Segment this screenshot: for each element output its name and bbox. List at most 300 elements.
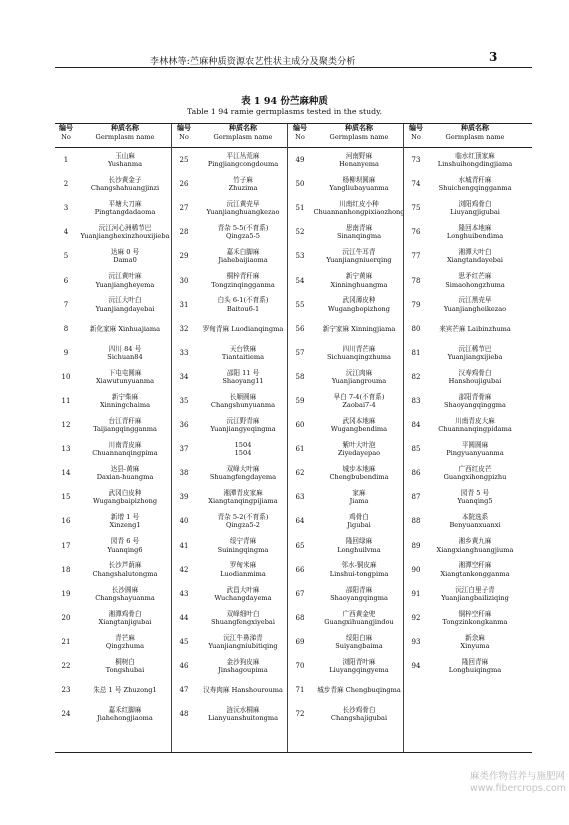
germplasm-name [311,686,407,694]
table-column [405,148,523,678]
germplasm-name-pinyin: Sichuan84 [107,352,143,361]
table-row [289,654,407,678]
germplasm-name [195,441,291,457]
table-row [289,196,407,220]
germplasm-name-line: 临水红顶家麻 [455,151,495,160]
header-no [55,124,77,148]
germplasm-number: 81 [411,348,421,357]
germplasm-number: 49 [295,156,305,165]
germplasm-name [311,610,407,626]
germplasm-name-pinyin: Xinzeng1 [109,521,141,530]
germplasm-number: 70 [295,662,305,671]
germplasm-number: 77 [411,252,421,261]
germplasm-number: 36 [179,421,189,430]
table-row [405,293,523,317]
germplasm-name-line: 广西黄金兜 [342,609,376,618]
table-column [55,148,173,726]
germplasm-name-pinyin: Baitou6-1 [226,304,260,313]
germplasm-name-pinyin: Benyuanxuanxi [449,521,501,530]
germplasm-number: 91 [411,589,421,598]
table-row [55,317,173,341]
germplasm-name-line: 新宁柴麻 [111,392,139,401]
germplasm-name-line: 武昌大叶麻 [226,585,260,594]
germplasm-name [77,686,173,694]
table-row [289,485,407,509]
germplasm-name-pinyin: Qingza5-5 [225,232,260,241]
table-row [289,341,407,365]
column-divider [403,124,404,752]
germplasm-name [311,224,407,240]
germplasm-name-pinyin: Jinshagoupima [218,666,268,675]
germplasm-name [195,393,291,409]
germplasm-name-pinyin: Shaoyangqingma [330,593,388,602]
watermark [470,768,569,794]
germplasm-number: 84 [411,421,421,430]
germplasm-name-line: 桐梓青秆麻 [226,272,260,281]
germplasm-name-line: 长沙鸡骨白 [342,706,376,714]
table-row [55,558,173,582]
germplasm-name-line: 新增 1 号 [110,513,140,522]
germplasm-name-line: 水城青秆麻 [458,175,492,184]
germplasm-name [195,325,291,333]
germplasm-name-line: 达麻 0 号 [110,248,140,257]
germplasm-name-pinyin: Shuangfengdayema [209,473,277,482]
table-row [289,317,407,341]
germplasm-number: 51 [295,204,305,213]
germplasm-name [427,176,523,192]
germplasm-name-pinyin: Yuanjiangxijieba [447,352,503,361]
germplasm-name-line: 思南青麻 [345,224,373,233]
germplasm-name-line: 桐树白 [115,657,135,666]
table-row [55,172,173,196]
germplasm-number: 2 [63,180,69,189]
germplasm-name [195,561,291,577]
germplasm-number: 3 [63,204,69,213]
germplasm-number: 85 [411,445,421,454]
germplasm-number: 39 [179,493,189,502]
germplasm-name-pinyin: Yuanjiangniuerqing [326,256,392,265]
germplasm-number: 13 [61,445,71,454]
table-row [55,293,173,317]
germplasm-name-line: 杨柳坝圆麻 [342,175,376,184]
germplasm-name-pinyin: Chuannanhongpixiaozhong [313,208,405,217]
germplasm-number: 59 [295,396,305,405]
germplasm-name [427,393,523,409]
table-column [289,148,407,726]
germplasm-number: 88 [411,517,421,526]
table-row [289,220,407,244]
germplasm-name [77,176,173,192]
germplasm-name [195,610,291,626]
germplasm-name-line: 双峰大叶麻 [226,465,260,474]
table-row [173,220,291,244]
table-row [55,437,173,461]
header-no [405,124,427,148]
table-row [173,268,291,292]
germplasm-name-pinyin: 1504 [234,449,252,458]
table-row [405,317,523,341]
germplasm-number: 54 [295,276,305,285]
header-name-cn: 种质名称 [461,123,489,132]
germplasm-name-line: 浏阳鸡骨白 [458,200,492,209]
germplasm-name [427,441,523,457]
germplasm-name-line: 湘潭鸡骨白 [108,609,142,618]
germplasm-number: 27 [179,204,189,213]
table-row [405,244,523,268]
germplasm-name-pinyin: Luodianmima [220,569,266,578]
germplasm-name-pinyin: Guangxihuangjindou [324,617,394,626]
table-row [289,293,407,317]
germplasm-name [77,393,173,409]
germplasm-name-line: 下屯屯圆麻 [108,368,142,377]
running-header [0,0,569,67]
germplasm-number: 20 [61,613,71,622]
germplasm-name-pinyin: Yuanjiangheikezao [443,304,507,313]
germplasm-name-line: 金沙狗皮麻 [226,657,260,666]
germplasm-name [311,345,407,361]
germplasm-number: 5 [63,252,69,261]
germplasm-number: 33 [179,348,189,357]
germplasm-name-line: 隆回绿麻 [345,537,373,546]
germplasm-name [195,417,291,433]
table-row [55,509,173,533]
germplasm-number: 82 [411,372,421,381]
header-germplasm-name [311,124,407,148]
header-name-cn: 种质名称 [111,123,139,132]
table-caption-cn: 表 1 94 份苎麻种质 [241,96,328,107]
header-germplasm-name [77,124,173,148]
germplasm-name-line: 四川 84 号 [108,344,142,353]
germplasm-name-line: 青杂 5-5(不育系) [217,224,269,233]
table-row [55,630,173,654]
germplasm-name-pinyin: Xiangtanqingpijiama [208,497,278,506]
table-row [55,389,173,413]
germplasm-name-pinyin: Liuyangjigubai [450,208,500,217]
table-row [405,582,523,606]
germplasm-number: 7 [63,300,69,309]
table-row [405,606,523,630]
germplasm-name-pinyin: Pingtangdadaoma [94,208,156,217]
germplasm-number: 30 [179,276,189,285]
germplasm-number: 23 [61,686,71,695]
germplasm-name-pinyin: Wugangbendima [330,425,388,434]
germplasm-name-line: 沅江稀节巴 [458,344,492,353]
germplasm-name-pinyin: Daxian-huangma [96,473,154,482]
table-row [289,172,407,196]
germplasm-name [427,561,523,577]
table-row [289,365,407,389]
germplasm-name-line: 新化家麻 Xinhuajiama [89,324,161,333]
table-row [55,220,173,244]
germplasm-name-pinyin: Tongshubai [105,666,145,675]
germplasm-name-line: 沅江大叶白 [108,296,142,305]
germplasm-name-line: 罗甸青麻 Luodianqingma [202,324,284,333]
germplasm-number: 42 [179,565,189,574]
table-row [405,413,523,437]
table-row [405,389,523,413]
germplasm-name-pinyin: Xinninghuangma [330,280,388,289]
germplasm-name [77,248,173,264]
table-row [289,509,407,533]
germplasm-name [427,465,523,481]
page-number: 3 [489,50,498,64]
germplasm-number: 8 [63,324,69,333]
table-row [289,702,407,726]
germplasm-number: 56 [295,324,305,333]
germplasm-name-line: 隆回本地麻 [458,224,492,233]
column-divider [171,124,172,752]
germplasm-name-pinyin: Changshajigubai [330,714,388,723]
germplasm-name-line: 铜梓空秆麻 [458,609,492,618]
germplasm-name [195,272,291,288]
germplasm-name-line: 汉寿鸡骨白 [458,368,492,377]
table-row [55,244,173,268]
germplasm-name [311,706,407,722]
germplasm-name-pinyin: Changshalutongma [92,569,158,578]
table-row [173,485,291,509]
germplasm-name-line: 绥宁青麻 [229,537,257,546]
table-row [173,437,291,461]
germplasm-number: 75 [411,204,421,213]
germplasm-name-line: 竹子麻 [233,175,253,184]
table-row [173,678,291,702]
germplasm-name-pinyin: Yuanqing5 [457,497,493,506]
table-row [55,678,173,702]
germplasm-name-line: 四川青芒麻 [342,344,376,353]
germplasm-name-pinyin: Yuanjiangyeqingma [210,425,276,434]
germplasm-name [195,537,291,553]
germplasm-name [77,200,173,216]
table-row [173,389,291,413]
germplasm-number: 72 [295,710,305,719]
germplasm-name-line: 家麻 [352,489,366,498]
germplasm-name [427,610,523,626]
table-row [55,534,173,558]
germplasm-name-line: 长沙黄金子 [108,175,142,184]
germplasm-number: 25 [179,156,189,165]
header-no-en: No [61,132,71,141]
table-row [289,678,407,702]
germplasm-name [77,706,173,722]
germplasm-name [311,634,407,650]
germplasm-name [195,224,291,240]
germplasm-name [311,176,407,192]
germplasm-name-pinyin: Yushanma [107,160,143,169]
germplasm-name-line: 平圆圆麻 [461,440,489,449]
germplasm-name [427,272,523,288]
germplasm-name-line: 长沙芦荫麻 [108,561,142,570]
germplasm-number: 11 [61,396,71,405]
germplasm-name [311,325,407,333]
germplasm-name [311,489,407,505]
germplasm-name-line: 邵阳青麻 [345,585,373,594]
germplasm-number: 79 [411,300,421,309]
table-row [55,606,173,630]
table-row [55,268,173,292]
germplasm-number: 78 [411,276,421,285]
germplasm-number: 10 [61,372,71,381]
germplasm-number: 62 [295,469,305,478]
germplasm-name [77,537,173,553]
germplasm-number: 46 [179,662,189,671]
table-row [289,606,407,630]
table-row [289,558,407,582]
germplasm-number: 14 [61,469,71,478]
germplasm-name-line: 沅江黄叶麻 [108,272,142,281]
germplasm-name [427,513,523,529]
germplasm-number: 90 [411,565,421,574]
germplasm-name [77,658,173,674]
header-name-en: Germplasm name [95,132,155,141]
germplasm-number: 61 [295,445,305,454]
germplasm-name-pinyin: Dama0 [113,256,137,265]
germplasm-name-line: 武冈白皮种 [108,489,142,498]
germplasm-name [77,489,173,505]
germplasm-name-pinyin: Yuanjiangrouma [331,376,387,385]
germplasm-number: 47 [179,686,189,695]
germplasm-name [311,272,407,288]
germplasm-number: 66 [295,565,305,574]
table-row [173,172,291,196]
germplasm-name-pinyin: Changshayuanma [95,593,155,602]
germplasm-name [77,586,173,602]
table-row [289,413,407,437]
germplasm-name-line: 青杂 5-2(不育系) [217,513,269,522]
table-caption-en: Table 1 94 ramie germplasms tested in the study. [187,107,382,116]
germplasm-number: 68 [295,613,305,622]
germplasm-name-pinyin: Lianyuanshuitongma [207,714,279,723]
germplasm-name-line: 罗甸米麻 [229,561,257,570]
table-row [173,630,291,654]
germplasm-number: 21 [61,637,71,646]
table-row [405,365,523,389]
germplasm-name [427,248,523,264]
germplasm-name-line: 沅江牛耳青 [342,248,376,257]
germplasm-name-line: 青芒麻 [115,633,135,642]
germplasm-number: 60 [295,421,305,430]
germplasm-number: 19 [61,589,71,598]
table-row [405,461,523,485]
germplasm-name-pinyin: Hanshoujigubai [448,376,502,385]
germplasm-name [427,417,523,433]
header-no-en: No [179,132,189,141]
germplasm-name-pinyin: Longhuibendima [446,232,504,241]
germplasm-name [195,369,291,385]
germplasm-name-line: 浏阳青叶麻 [342,657,376,666]
table-row [405,509,523,533]
germplasm-name-pinyin: Zaobai7-4 [342,400,376,409]
germplasm-name-pinyin: Linshuihongdingjiama [437,160,513,169]
germplasm-name-line: 达县-黄麻 [110,465,140,474]
germplasm-number: 53 [295,252,305,261]
germplasm-number: 71 [295,686,305,695]
germplasm-name-line: 沅江白里子青 [455,585,495,594]
germplasm-name-line: 涟沅水桐麻 [226,706,260,714]
germplasm-name-pinyin: Shuangfengxiyebai [211,617,275,626]
header-no-cn: 编号 [59,123,73,132]
germplasm-name [195,513,291,529]
header-no-cn: 编号 [409,123,423,132]
germplasm-name-line: 双峰细叶白 [226,609,260,618]
header-no [289,124,311,148]
germplasm-name [77,513,173,529]
germplasm-name [77,561,173,577]
germplasm-name-pinyin: Xiawutunyuanma [95,376,155,385]
germplasm-number: 12 [61,421,71,430]
germplasm-name-line: 沅江肉麻 [345,368,373,377]
germplasm-name-line: 川南红皮小种 [339,200,379,209]
table-column [173,148,291,726]
germplasm-number: 43 [179,589,189,598]
table-row [55,341,173,365]
germplasm-number: 35 [179,396,189,405]
table-row [289,534,407,558]
germplasm-name-pinyin: Changshunyuanma [210,400,276,409]
germplasm-name-pinyin: Chengbubendima [329,473,389,482]
germplasm-name-line: 1504 [234,440,252,449]
table-row [405,485,523,509]
germplasm-name-pinyin: Xinningchaima [99,400,151,409]
germplasm-name-line: 湘乡黄九麻 [458,537,492,546]
germplasm-name [77,296,173,312]
table-row [173,558,291,582]
table-row [173,606,291,630]
germplasm-number: 83 [411,396,421,405]
table-row [173,341,291,365]
germplasm-number: 52 [295,228,305,237]
germplasm-name-pinyin: Pingjiangcongdouma [207,160,279,169]
germplasm-name-pinyin: Shuichengqingganma [438,184,512,193]
germplasm-number: 6 [63,276,69,285]
germplasm-number: 44 [179,613,189,622]
germplasm-name [311,200,407,216]
germplasm-name [195,296,291,312]
table-row [55,582,173,606]
table-row [289,582,407,606]
germplasm-name [311,296,407,312]
germplasm-name-line: 新余麻 [465,633,485,642]
germplasm-name [77,441,173,457]
germplasm-name-pinyin: Zhuzima [228,184,258,193]
germplasm-name-pinyin: Wugangbaipizhong [92,497,158,506]
germplasm-number: 89 [411,541,421,550]
germplasm-name-pinyin: Qingzhuma [105,641,145,650]
germplasm-name-pinyin: Jiama [349,497,369,506]
germplasm-name-pinyin: Sinanqingma [336,232,382,241]
germplasm-name-pinyin: Henanyema [339,160,379,169]
germplasm-name [195,586,291,602]
table-row [173,148,291,172]
germplasm-name-line: 本院选系 [461,513,489,522]
germplasm-number: 29 [179,252,189,261]
germplasm-name [77,345,173,361]
germplasm-number: 15 [61,493,71,502]
germplasm-name-line: 湘潭青皮家麻 [223,489,263,498]
table-row [405,172,523,196]
germplasm-name [77,610,173,626]
germplasm-number: 26 [179,180,189,189]
table-row [173,196,291,220]
table-row [173,534,291,558]
germplasm-name [427,537,523,553]
header-no-en: No [411,132,421,141]
header-rule [55,67,532,68]
germplasm-name-pinyin: Pingyuanyuanma [446,449,504,458]
germplasm-number: 40 [179,517,189,526]
germplasm-number: 93 [411,637,421,646]
germplasm-number: 1 [63,156,69,165]
table-row [405,654,523,678]
